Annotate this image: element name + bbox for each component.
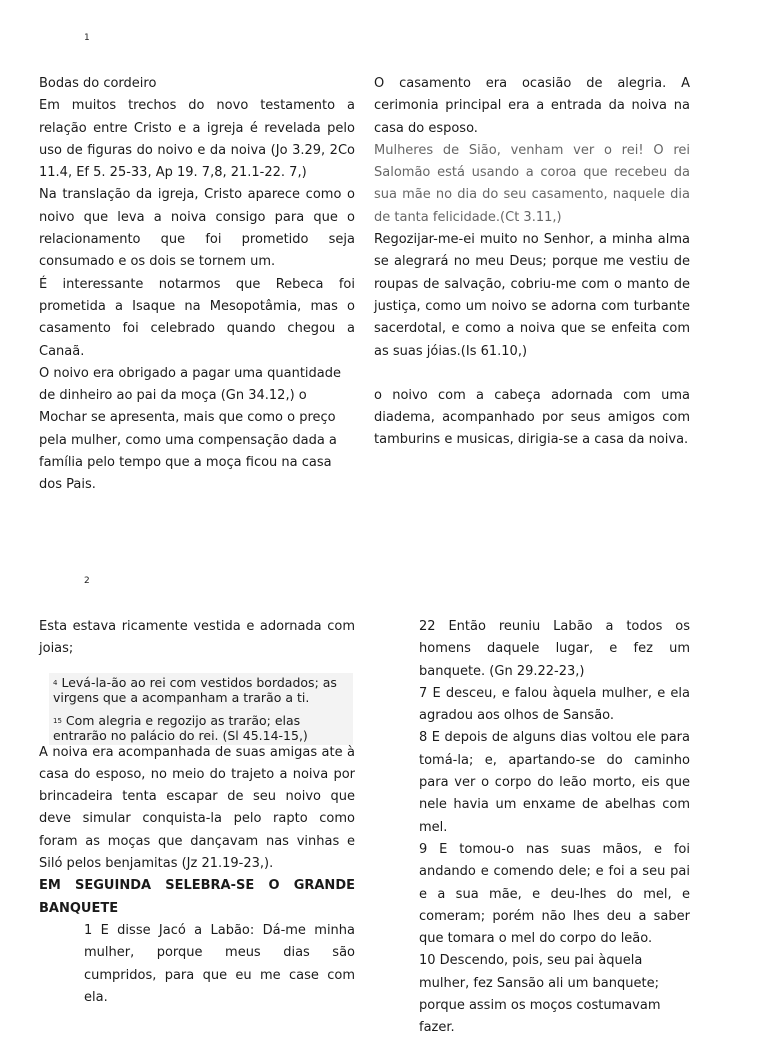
page-number-2: 2 <box>84 576 90 586</box>
paragraph: o noivo com a cabeça adornada com uma diadema, acompanhado por seus amigos com tamburins e musicas, dirigia-se a casa da noiva. <box>374 387 690 448</box>
verse-paragraph: 10 Descendo, pois, seu pai àquela mulher, fez Sansão ali um banquete; porque assim os moços costumavam fazer. <box>419 953 661 1036</box>
paragraph: Regozijar-me-ei muito no Senhor, a minha alma se alegrará no meu Deus; porque me vestiu de roupas de salvação, cobriu-me com o manto de justiça, como um noivo se adorna com turbante sacerdotal, e como a noiva que se enfeita com as suas jóias.(Is 61.10,) <box>374 232 690 359</box>
paragraph: A noiva era acompanhada de suas amigas ate à casa do esposo, no meio do trajeto a noiva por brincadeira tenta escapar de seu noivo que deve simular conquista-la pelo rapto como foram as moças que dançavam nas vinhas e Siló pelos benjamitas (Jz 21.19-23,). <box>39 744 355 872</box>
verse-paragraph: 8 E depois de alguns dias voltou ele para tomá-la; e, apartando-se do caminho para ver o corpo do leão morto, eis que nele havia um enxame de abelhas com mel. <box>419 730 690 835</box>
page2-left-column <box>39 616 355 1009</box>
quote-verse: $^4$ Levá-la-ão ao rei com vestidos bordados; as virgens que a acompanham a trarão a ti. <box>53 674 337 705</box>
quote-paragraph: Mulheres de Sião, venham ver o rei! O rei Salomão está usando a coroa que recebeu da sua mãe no dia do seu casamento, naquele dia de tanta felicidade.(Ct 3.11,) <box>374 142 690 225</box>
page-number-1: 1 <box>84 33 90 43</box>
section-title: Bodas do cordeiro <box>39 76 157 91</box>
page1-right-column <box>374 73 690 452</box>
page2-right-column <box>419 616 690 1040</box>
verse-paragraph: 22 Então reuniu Labão a todos os homens daquele lugar, e fez um banquete. (Gn 29.22-23,) <box>419 619 690 679</box>
paragraph: Esta estava ricamente vestida e adornada com joias; <box>39 619 355 657</box>
verse-paragraph: 7 E desceu, e falou àquela mulher, e ela agradou aos olhos de Sansão. <box>419 685 690 724</box>
quote-verse: $^{15}$ Com alegria e regozijo as trarão; elas entrarão no palácio do rei. (Sl 45.14-15,) <box>53 712 308 743</box>
verse-paragraph: 1 E disse Jacó a Labão: Dá-me minha mulher, porque meus dias são cumpridos, para que eu me case com ela. <box>84 922 355 1005</box>
paragraph: Em muitos trechos do novo testamento a relação entre Cristo e a igreja é revelada pelo uso de figuras do noivo e da noiva (Jo 3.29, 2Co 11.4, Ef 5. 25-33, Ap 19. 7,8, 21.1-22. 7,) <box>39 98 355 181</box>
paragraph: O noivo era obrigado a pagar uma quantidade de dinheiro ao pai da moça (Gn 34.12,) o Mochar se apresenta, mais que como o preço pela mulher, como uma compensação dada a família pelo tempo que a moça ficou na casa dos Pais. <box>39 365 341 493</box>
paragraph: É interessante notarmos que Rebeca foi prometida a Isaque na Mesopotâmia, mas o casamento foi celebrado quando chegou a Canaã. <box>39 276 355 359</box>
section-heading: EM SEGUINDA SELEBRA-SE O GRANDE BANQUETE <box>39 878 355 916</box>
verse-paragraph: 9 E tomou-o nas suas mãos, e foi andando e comendo dele; e foi a seu pai e a sua mãe, e deu-lhes do mel, e comeram; porém não lhes deu a saber que tomara o mel do corpo do leão. <box>419 841 690 947</box>
verse-number: 15 <box>53 716 62 725</box>
paragraph: O casamento era ocasião de alegria. A cerimonia principal era a entrada da noiva na casa do esposo. <box>374 76 690 136</box>
page1-left-column <box>39 73 355 497</box>
paragraph: Na translação da igreja, Cristo aparece como o noivo que leva a noiva consigo para que o relacionamento que foi prometido seja consumado e os dois se tornem um. <box>39 187 355 270</box>
psalm-quote-box <box>49 673 353 745</box>
verse-number: 4 <box>53 678 58 687</box>
